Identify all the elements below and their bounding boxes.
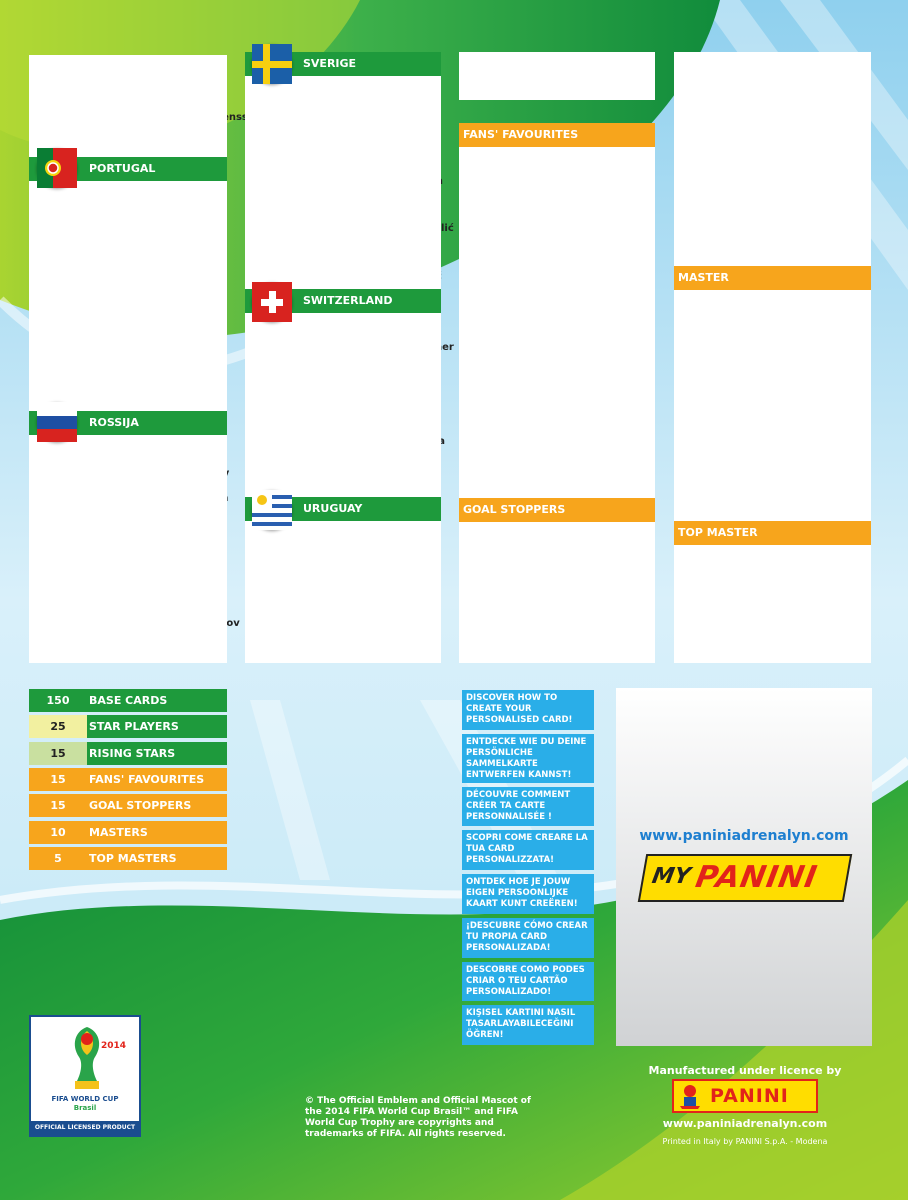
mypanini-url[interactable]: www.paniniadrenalyn.com — [639, 828, 849, 844]
uruguay-flag-icon — [252, 490, 292, 530]
col3-panel — [459, 123, 655, 663]
summary-label: STAR PLAYERS — [89, 720, 179, 734]
russia-flag-icon — [37, 402, 77, 442]
mypanini-logo — [638, 854, 852, 902]
footer-url[interactable]: www.paniniadrenalyn.com — [662, 1117, 828, 1130]
discover-box[interactable]: SCOPRI COME CREARE LA TUA CARD PERSONALIZZATA! — [462, 830, 594, 870]
summary-label: MASTERS — [89, 825, 148, 839]
panini-knight-icon — [676, 1082, 704, 1110]
goal-stoppers-header: GOAL STOPPERS — [459, 498, 655, 522]
mypanini-logo-panini: PANINI — [693, 860, 821, 895]
summary-count: 150 — [29, 689, 87, 712]
summary-count: 15 — [29, 794, 87, 817]
col4-panel — [674, 52, 871, 663]
fifa-year: 2014 — [101, 1041, 127, 1051]
mypanini-panel — [616, 688, 872, 1046]
fifa-licensed: OFFICIAL LICENSED PRODUCT — [31, 1121, 139, 1135]
summary-row — [29, 794, 227, 817]
summary-row — [29, 821, 227, 844]
switzerland-header: SWITZERLAND — [245, 289, 441, 313]
discover-box[interactable]: ¡DESCUBRE CÓMO CREAR TU PROPIA CARD PERSONALIZADA! — [462, 918, 594, 958]
top-master-header: TOP MASTER — [674, 521, 871, 545]
manufactured-text: Manufactured under licence by — [648, 1064, 842, 1077]
summary-label: RISING STARS — [89, 746, 176, 760]
discover-box[interactable]: DISCOVER HOW TO CREATE YOUR PERSONALISED CARD! — [462, 690, 594, 730]
summary-count: 25 — [29, 715, 87, 738]
summary-count: 15 — [29, 768, 87, 791]
summary-row — [29, 715, 227, 738]
mypanini-logo-my: MY — [650, 864, 693, 889]
fifa-world-cup-badge — [29, 1015, 141, 1137]
discover-box[interactable]: DESCOBRE COMO PODES CRIAR O TEU CARTÃO PERSONALIZADO! — [462, 962, 594, 1001]
summary-label: TOP MASTERS — [89, 851, 177, 865]
sweden-flag-icon — [252, 44, 292, 84]
world-cup-trophy-icon — [57, 1023, 117, 1093]
discover-box[interactable]: ONTDEK HOE JE JOUW EIGEN PERSOONLIJKE KAART KUNT CREËREN! — [462, 874, 594, 914]
discover-box[interactable]: KIŞISEL KARTINI NASIL TASARLAYABILECEĞINI ÖĞREN! — [462, 1005, 594, 1045]
summary-label: GOAL STOPPERS — [89, 799, 192, 813]
summary-count: 5 — [29, 847, 87, 870]
panini-logo — [672, 1079, 818, 1113]
fifa-line2: Brasil — [73, 1104, 97, 1112]
switzerland-flag-icon — [252, 282, 292, 322]
printed-text: Printed in Italy by PANINI S.p.A. - Modena — [662, 1137, 828, 1146]
portugal-flag-icon — [37, 148, 77, 188]
fans-favourites-header: FANS' FAVOURITES — [459, 123, 655, 147]
master-header: MASTER — [674, 266, 871, 290]
legal-text: © The Official Emblem and Official Mascot of the 2014 FIFA World Cup Brasil™ and FIFA World Cup Trophy are copyrights and trademarks of FIFA. All rights reserved. — [305, 1096, 531, 1139]
summary-row — [29, 689, 227, 712]
fifa-line1: FIFA WORLD CUP — [51, 1095, 119, 1103]
col3-top-panel — [459, 52, 655, 100]
summary-count: 10 — [29, 821, 87, 844]
left-list-panel — [29, 55, 227, 663]
uruguay-header: URUGUAY — [245, 497, 441, 521]
panini-logo-text: PANINI — [710, 1085, 789, 1107]
summary-row — [29, 768, 227, 791]
summary-count: 15 — [29, 742, 87, 765]
mid-list-panel — [245, 52, 441, 663]
discover-box[interactable]: DÉCOUVRE COMMENT CRÉER TA CARTE PERSONNALISÉE ! — [462, 787, 594, 826]
summary-label: FANS' FAVOURITES — [89, 772, 205, 786]
rossija-header: ROSSIJA — [29, 411, 227, 435]
summary-row — [29, 847, 227, 870]
portugal-header: PORTUGAL — [29, 157, 227, 181]
sverige-header: SVERIGE — [245, 52, 441, 76]
summary-label: BASE CARDS — [89, 694, 168, 707]
discover-box[interactable]: ENTDECKE WIE DU DEINE PERSÖNLICHE SAMMELKARTE ENTWERFEN KANNST! — [462, 734, 594, 783]
summary-row — [29, 742, 227, 765]
